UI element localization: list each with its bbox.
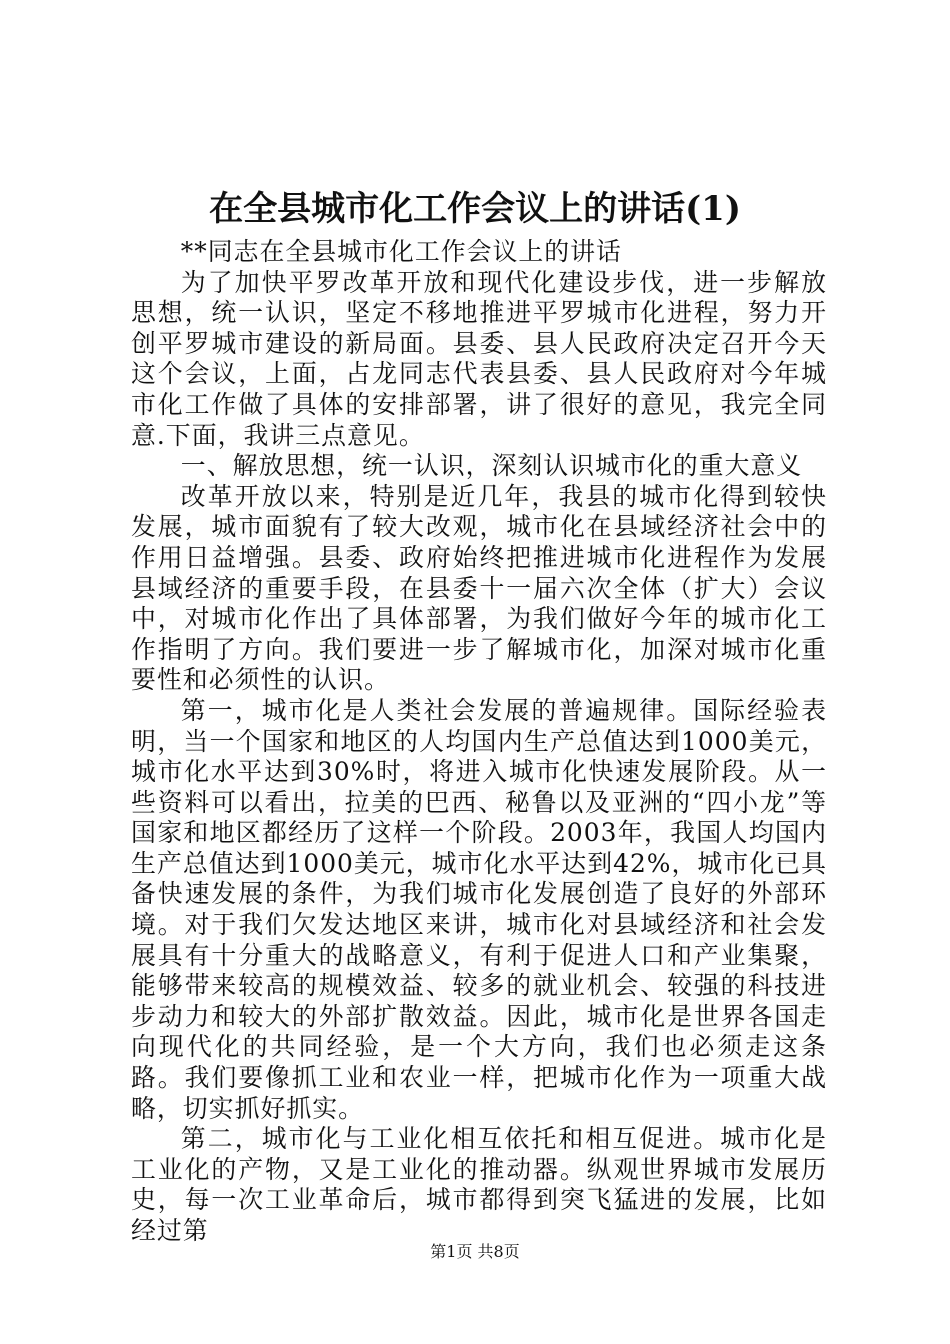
paragraph-second-point: 第二，城市化与工业化相互依托和相互促进。城市化是工业化的产物，又是工业化的推动器。纵观世界城市发展历史，每一次工业革命后，城市都得到突飞猛进的发展，比如经过第 bbox=[131, 1124, 827, 1245]
paragraph-first-point: 第一，城市化是人类社会发展的普遍规律。国际经验表明，当一个国家和地区的人均国内生产总值达到1000美元，城市化水平达到30%时，将进入城市化快速发展阶段。从一些资料可以看出，拉美的巴西、秘鲁以及亚洲的“四小龙”等国家和地区都经历了这样一个阶段。2003年，我国人均国内生产总值达到1000美元，城市化水平达到42%，城市化已具备快速发展的条件，为我们城市化发展创造了良好的外部环境。对于我们欠发达地区来讲，城市化对县域经济和社会发展具有十分重大的战略意义，有利于促进人口和产业集聚，能够带来较高的规模效益、较多的就业机会、较强的科技进步动力和较大的外部扩散效益。因此，城市化是世界各国走向现代化的共同经验，是一个大方向，我们也必须走这条路。我们要像抓工业和农业一样，把城市化作为一项重大战略，切实抓好抓实。 bbox=[131, 695, 827, 1123]
paragraph-intro: 为了加快平罗改革开放和现代化建设步伐，进一步解放思想，统一认识，坚定不移地推进平罗城市化进程，努力开创平罗城市建设的新局面。县委、县人民政府决定召开今天这个会议，上面，占龙同志代表县委、县人民政府对今年城市化工作做了具体的安排部署，讲了很好的意见，我完全同意.下面，我讲三点意见。 bbox=[131, 267, 827, 450]
page-number-footer: 第1页 共8页 bbox=[430, 1242, 520, 1261]
document-body bbox=[131, 237, 827, 1247]
paragraph-reform: 改革开放以来，特别是近几年，我县的城市化得到较快发展，城市面貌有了较大改观，城市化在县域经济社会中的作用日益增强。县委、政府始终把推进城市化进程作为发展县域经济的重要手段，在县委十一届六次全体（扩大）会议中，对城市化作出了具体部署，为我们做好今年的城市化工作指明了方向。我们要进一步了解城市化，加深对城市化重要性和必须性的认识。 bbox=[131, 481, 827, 695]
speech-heading: **同志在全县城市化工作会议上的讲话 bbox=[180, 237, 622, 266]
document-title: 在全县城市化工作会议上的讲话(1) bbox=[209, 189, 741, 229]
section-heading-1: 一、解放思想，统一认识，深刻认识城市化的重大意义 bbox=[180, 451, 803, 481]
